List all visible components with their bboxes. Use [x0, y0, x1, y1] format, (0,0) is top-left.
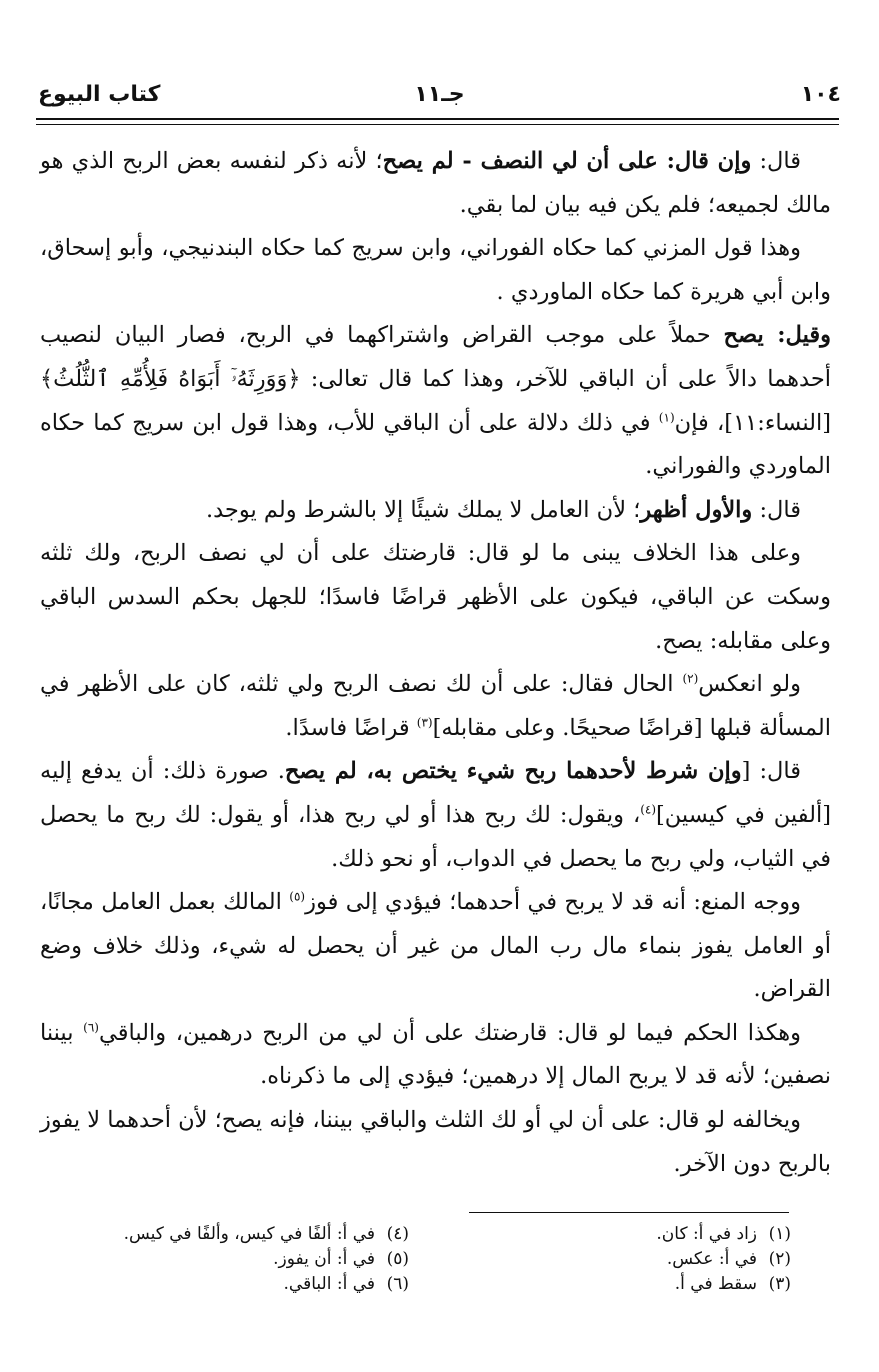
- footnote-number: (٣): [768, 1274, 791, 1294]
- paragraph: [40, 140, 831, 227]
- book-title: كتاب البيوع: [38, 82, 161, 107]
- text-run: في ذلك دلالة على أن الباقي للأب، وهذا قول ابن سريج كما حكاه الماوردي والفوراني.: [40, 409, 831, 480]
- footnote-number: (١): [768, 1224, 791, 1244]
- footnote-ref: (٦): [83, 1020, 99, 1035]
- header-rule-thin: [36, 124, 839, 125]
- text-run: ووجه المنع: أنه قد لا يربح في أحدهما؛ فيؤدي إلى فوز: [305, 889, 801, 916]
- footnote-ref: (١): [658, 410, 675, 425]
- footnote: [461, 1272, 791, 1297]
- text-run: ويخالفه لو قال: على أن لي أو لك الثلث والباقي بيننا، فإنه يصح؛ لأن أحدهما لا يفوز بالربح دون الآخر.: [40, 1107, 831, 1177]
- paragraph: [40, 663, 831, 750]
- text-run: الحال فقال: على أن لك نصف الربح ولي ثلثه، كان على الأظهر في المسألة قبلها [قراضًا صحيحًا. وعلى مقابله]: [40, 671, 831, 741]
- bold-phrase: وإن قال: على أن لي النصف - لم يصح: [382, 148, 752, 174]
- text-run: وهكذا الحكم فيما لو قال: قارضتك على أن لي من الربح درهمين، والباقي: [98, 1019, 802, 1046]
- running-header: [30, 82, 849, 114]
- text-run: بيننا نصفين؛ لأنه قد لا يربح المال إلا درهمين؛ فيؤدي إلى ما ذكرناه.: [40, 1019, 831, 1090]
- page-number: ١٠٤: [800, 82, 841, 107]
- text-run: وهذا قول المزني كما حكاه الفوراني، وابن سريج كما حكاه البندنيجي، وأبو إسحاق، وابن أبي هريرة كما حكاه الماوردي .: [40, 235, 831, 305]
- footnote-number: (٢): [768, 1249, 791, 1269]
- bold-phrase: وإن شرط لأحدهما ربح شيء يختص به، لم يصح: [284, 758, 742, 785]
- footnote-ref: (٥): [289, 889, 306, 904]
- text-run: ؛ لأنه ذكر لنفسه بعض الربح الذي هو مالك لجميعه؛ فلم يكن فيه بيان لما بقي.: [40, 148, 831, 218]
- paragraph: [40, 881, 831, 1012]
- footnote: [461, 1247, 791, 1272]
- footnote-text: في أ: ألفًا في كيس، وألفًا في كيس.: [123, 1224, 375, 1244]
- bold-phrase: وقيل: يصح: [723, 322, 831, 349]
- text-run: قال:: [751, 148, 802, 174]
- footnote-number: (٥): [386, 1249, 409, 1269]
- paragraph: [40, 750, 831, 881]
- paragraph: [40, 314, 831, 488]
- text-run: ولو انعكس: [698, 671, 801, 698]
- header-rule: [36, 118, 839, 120]
- text-run: . صورة ذلك: أن يدفع إليه [ألفين في كيسين]: [40, 758, 831, 828]
- footnote-text: في أ: أن يفوز.: [273, 1249, 375, 1269]
- paragraph: [40, 1099, 831, 1186]
- footnote: [49, 1272, 409, 1297]
- text-run: قراضًا فاسدًا.: [285, 714, 417, 741]
- text-run: قال: [: [741, 758, 801, 785]
- footnote: [49, 1247, 409, 1272]
- text-run: ؛ لأن العامل لا يملك شيئًا إلا بالشرط ولم يوجد.: [205, 496, 641, 523]
- footnote-number: (٦): [386, 1274, 409, 1294]
- volume-label: جـ١١: [414, 82, 465, 107]
- text-run: وعلى هذا الخلاف يبنى ما لو قال: قارضتك على أن لي نصف الربح، ولك ثلثه وسكت عن الباقي، فيكون على الأظهر قراضًا فاسدًا؛ للجهل بحكم السدس الباقي وعلى مقابله: يصح.: [40, 540, 831, 654]
- footnote-text: في أ: عكس.: [666, 1249, 757, 1269]
- footnote-ref: (٣): [416, 715, 433, 730]
- footnotes-left-column: [49, 1222, 409, 1297]
- footnote-ref: (٢): [682, 671, 699, 686]
- footnote: [461, 1222, 791, 1247]
- footnote-text: زاد في أ: كان.: [656, 1224, 757, 1244]
- paragraph: [40, 532, 831, 663]
- footnote: [49, 1222, 409, 1247]
- footnote-text: سقط في أ.: [674, 1274, 757, 1294]
- footnote-separator: [469, 1212, 789, 1213]
- paragraph: [40, 227, 831, 314]
- footnotes-right-column: [461, 1222, 791, 1297]
- footnote-ref: (٤): [640, 802, 657, 817]
- paragraph: [40, 1012, 831, 1099]
- text-run: المالك بعمل العامل مجانًا، أو العامل يفوز بنماء مال رب المال من غير أن يحصل له شيء، وذلك خلاف وضع القراض.: [40, 889, 831, 1003]
- paragraph: [40, 489, 831, 533]
- text-run: قال:: [752, 496, 801, 523]
- text-run: ، ويقول: لك ربح هذا أو لي ربح هذا، أو يقول: لك ربح ما يحصل في الثياب، ولي ربح ما يحصل في الدواب، أو نحو ذلك.: [40, 801, 831, 872]
- main-text: [40, 140, 831, 1186]
- bold-phrase: والأول أظهر: [640, 496, 753, 523]
- footnote-number: (٤): [386, 1224, 409, 1244]
- text-run: حملاً على موجب القراض واشتراكهما في الربح، فصار البيان لنصيب أحدهما دالاً على أن الباقي للآخر، وهذا كما قال تعالى: ﴿وَوَرِثَهُۥٓ أَبَوَاهُ فَلِأُمِّهِ ٱلثُّلُثُ﴾ [النساء:١١]، فإن: [40, 322, 832, 436]
- footnote-text: في أ: الباقي.: [283, 1274, 375, 1294]
